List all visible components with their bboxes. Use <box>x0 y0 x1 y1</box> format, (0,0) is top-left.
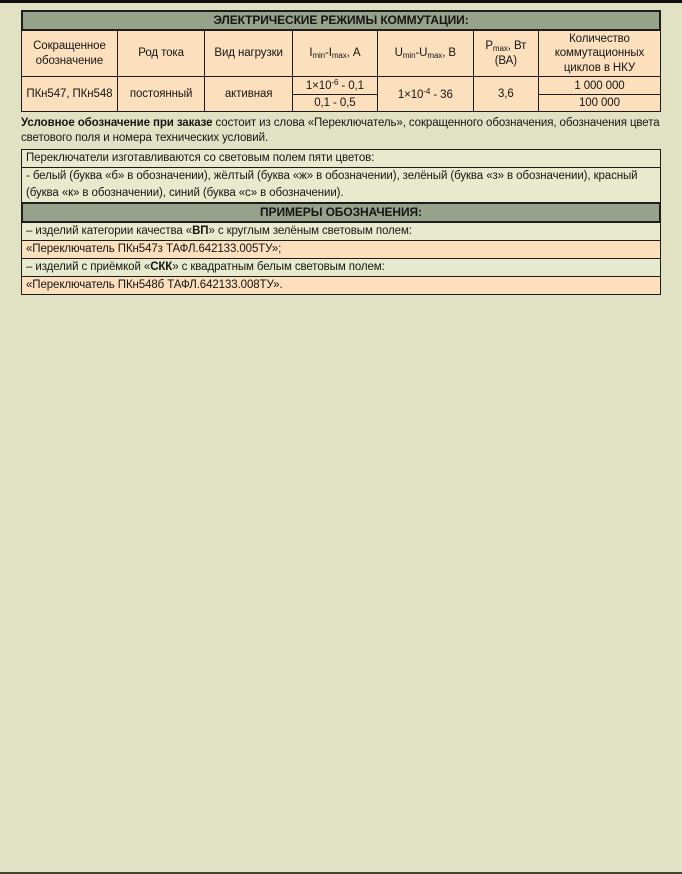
col-header-current-type: Род тока <box>117 31 205 77</box>
col-header-load-type: Вид нагрузки <box>205 31 293 77</box>
cell-current-range-2: 0,1 - 0,5 <box>292 95 377 112</box>
cell-current-type: постоянный <box>117 77 205 112</box>
table-header-row <box>22 31 661 77</box>
ordering-note: Условное обозначение при заказе состоит из слова «Переключатель», сокращенного обозначения, обозначения цвета светового поля и номера технических условий. <box>21 117 660 145</box>
example-vp-value: «Переключатель ПКн547з ТАФЛ.642133.005ТУ»; <box>21 240 661 259</box>
section-title-electrical-modes: ЭЛЕКТРИЧЕСКИЕ РЕЖИМЫ КОММУТАЦИИ: <box>21 10 661 31</box>
example-skk-value: «Переключатель ПКн548б ТАФЛ.642133.008ТУ». <box>21 276 661 295</box>
color-field-intro: Переключатели изготавливаются со световым полем пяти цветов: <box>21 149 661 168</box>
example-skk-label: – изделий с приёмкой «СКК» с квадратным белым световым полем: <box>21 258 661 277</box>
cell-load-type: активная <box>205 77 293 112</box>
color-field-list: - белый (буква «б» в обозначении), жёлтый (буква «ж» в обозначении), зелёный (буква «з» в обозначении), красный (буква «к» в обозначении), синий (буква «с» в обозначении). <box>21 167 661 202</box>
col-header-voltage-range: $U_{min}-U_{max}$, В <box>377 31 473 77</box>
switching-modes-table <box>21 30 661 112</box>
col-header-current-range: $I_{min}-I_{max}$, А <box>292 31 377 77</box>
cell-cycles-1: 1 000 000 <box>538 77 660 95</box>
col-header-designation: Сокращенное обозначение <box>22 31 118 77</box>
table-row <box>22 77 661 95</box>
cell-designation: ПКн547, ПКн548 <box>22 77 118 112</box>
cell-power: 3,6 <box>473 77 538 112</box>
col-header-cycles: Количество коммутационных циклов в НКУ <box>538 31 660 77</box>
cell-cycles-2: 100 000 <box>538 95 660 112</box>
section-title-designation-examples: ПРИМЕРЫ ОБОЗНАЧЕНИЯ: <box>21 202 661 223</box>
cell-voltage-range: $1\times 10^{-4} - 36$ <box>377 77 473 112</box>
example-vp-label: – изделий категории качества «ВП» с круглым зелёным световым полем: <box>21 222 661 241</box>
col-header-power: $P_{max}$, Вт (ВА) <box>473 31 538 77</box>
cell-current-range-1: $1\times 10^{-6} - 0,1$ <box>292 77 377 95</box>
